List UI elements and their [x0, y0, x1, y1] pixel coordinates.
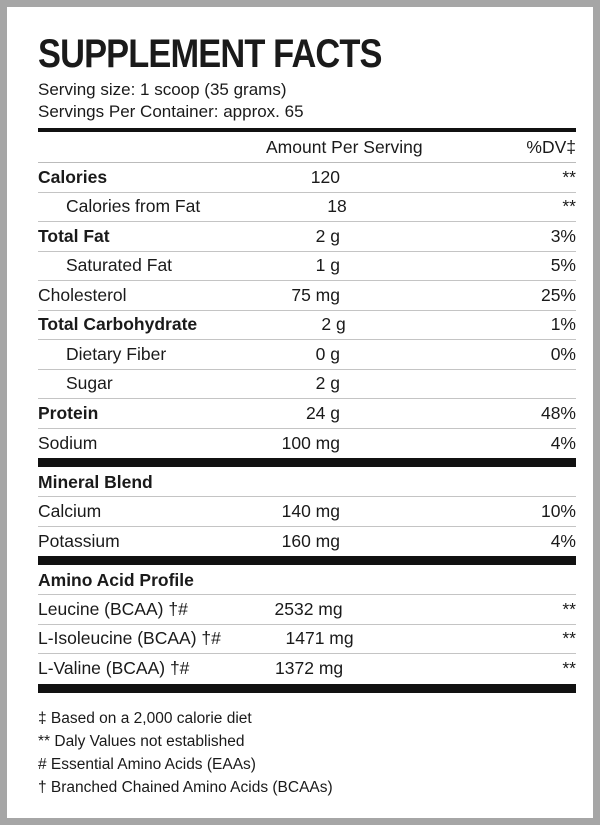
- nutrient-dv: **: [562, 628, 576, 649]
- nutrient-row: [38, 252, 576, 282]
- nutrient-amount: 1 g: [315, 255, 340, 276]
- nutrient-dv: **: [562, 166, 576, 187]
- footnote: ‡ Based on a 2,000 calorie diet: [38, 709, 252, 727]
- nutrient-row: [38, 527, 576, 557]
- nutrient-name: Sugar: [66, 373, 113, 394]
- nutrient-amount: 1372 mg: [275, 658, 344, 679]
- column-header-row: [38, 132, 576, 163]
- nutrient-amount: 100 mg: [281, 432, 340, 453]
- nutrient-amount: 18: [327, 196, 347, 217]
- nutrient-name: L-Valine (BCAA) †#: [38, 658, 190, 679]
- nutrient-name: Leucine (BCAA) †#: [38, 598, 188, 619]
- nutrient-name: Cholesterol: [38, 284, 127, 305]
- nutrient-amount: 24 g: [305, 402, 340, 423]
- nutrient-amount: 2 g: [315, 373, 340, 394]
- nutrient-row: [38, 163, 576, 193]
- nutrient-dv: 25%: [540, 284, 576, 305]
- nutrient-dv: 5%: [550, 255, 576, 276]
- nutrient-dv: 4%: [550, 530, 576, 551]
- nutrient-name: Calories: [38, 166, 108, 187]
- amount-header: Amount Per Serving: [266, 136, 423, 157]
- divider-heavy: [38, 458, 576, 467]
- nutrient-amount: 2532 mg: [274, 598, 343, 619]
- nutrient-row: [38, 340, 576, 370]
- nutrient-name: L-Isoleucine (BCAA) †#: [38, 628, 221, 649]
- nutrient-amount: 75 mg: [291, 284, 340, 305]
- nutrient-list: [38, 163, 576, 458]
- nutrient-name: Calcium: [38, 500, 102, 521]
- amino-acid-title: Amino Acid Profile: [38, 565, 576, 595]
- nutrient-name: Sodium: [38, 432, 98, 453]
- nutrient-name: Protein: [38, 402, 99, 423]
- footnotes: [38, 693, 576, 799]
- nutrient-dv: 1%: [550, 314, 576, 335]
- nutrient-name: Calories from Fat: [66, 196, 201, 217]
- serving-size: Serving size: 1 scoop (35 grams): [38, 80, 287, 99]
- nutrient-dv: 4%: [550, 432, 576, 453]
- mineral-blend-title: Mineral Blend: [38, 467, 576, 497]
- mineral-list: [38, 497, 576, 556]
- nutrient-amount: 160 mg: [281, 530, 340, 551]
- nutrient-row: [38, 625, 576, 655]
- nutrient-row: [38, 497, 576, 527]
- nutrient-row: [38, 654, 576, 684]
- nutrient-dv: **: [562, 196, 576, 217]
- nutrient-amount: 2 g: [321, 314, 346, 335]
- servings-per-container: Servings Per Container: approx. 65: [38, 102, 304, 121]
- footnote: † Branched Chained Amino Acids (BCAAs): [38, 778, 333, 796]
- footnote: ** Daly Values not established: [38, 732, 245, 750]
- nutrient-row: [38, 222, 576, 252]
- nutrient-row: [38, 429, 576, 459]
- nutrient-name: Potassium: [38, 530, 120, 551]
- dv-header: %DV‡: [526, 136, 576, 157]
- facts-content: [38, 29, 576, 799]
- footnote: # Essential Amino Acids (EAAs): [38, 755, 256, 773]
- nutrient-name: Total Fat: [38, 225, 110, 246]
- nutrient-row: [38, 370, 576, 400]
- divider-heavy: [38, 556, 576, 565]
- nutrient-dv: **: [562, 658, 576, 679]
- nutrient-row: [38, 311, 576, 341]
- nutrient-row: [38, 595, 576, 625]
- nutrient-dv: 0%: [550, 343, 576, 364]
- nutrient-amount: 120: [310, 166, 340, 187]
- nutrient-row: [38, 193, 576, 223]
- panel-title: SUPPLEMENT FACTS: [38, 32, 382, 76]
- nutrient-dv: **: [562, 598, 576, 619]
- divider-heavy: [38, 684, 576, 693]
- amino-acid-list: [38, 595, 576, 684]
- nutrient-amount: 2 g: [315, 225, 340, 246]
- nutrient-dv: 48%: [540, 402, 576, 423]
- nutrient-amount: 0 g: [315, 343, 340, 364]
- nutrient-row: [38, 399, 576, 429]
- nutrient-name: Saturated Fat: [66, 255, 173, 276]
- nutrient-dv: 10%: [540, 500, 576, 521]
- nutrient-name: Total Carbohydrate: [38, 314, 198, 335]
- nutrient-row: [38, 281, 576, 311]
- nutrient-dv: 3%: [550, 225, 576, 246]
- nutrient-amount: 140 mg: [281, 500, 340, 521]
- nutrient-amount: 1471 mg: [285, 628, 354, 649]
- nutrient-name: Dietary Fiber: [66, 343, 167, 364]
